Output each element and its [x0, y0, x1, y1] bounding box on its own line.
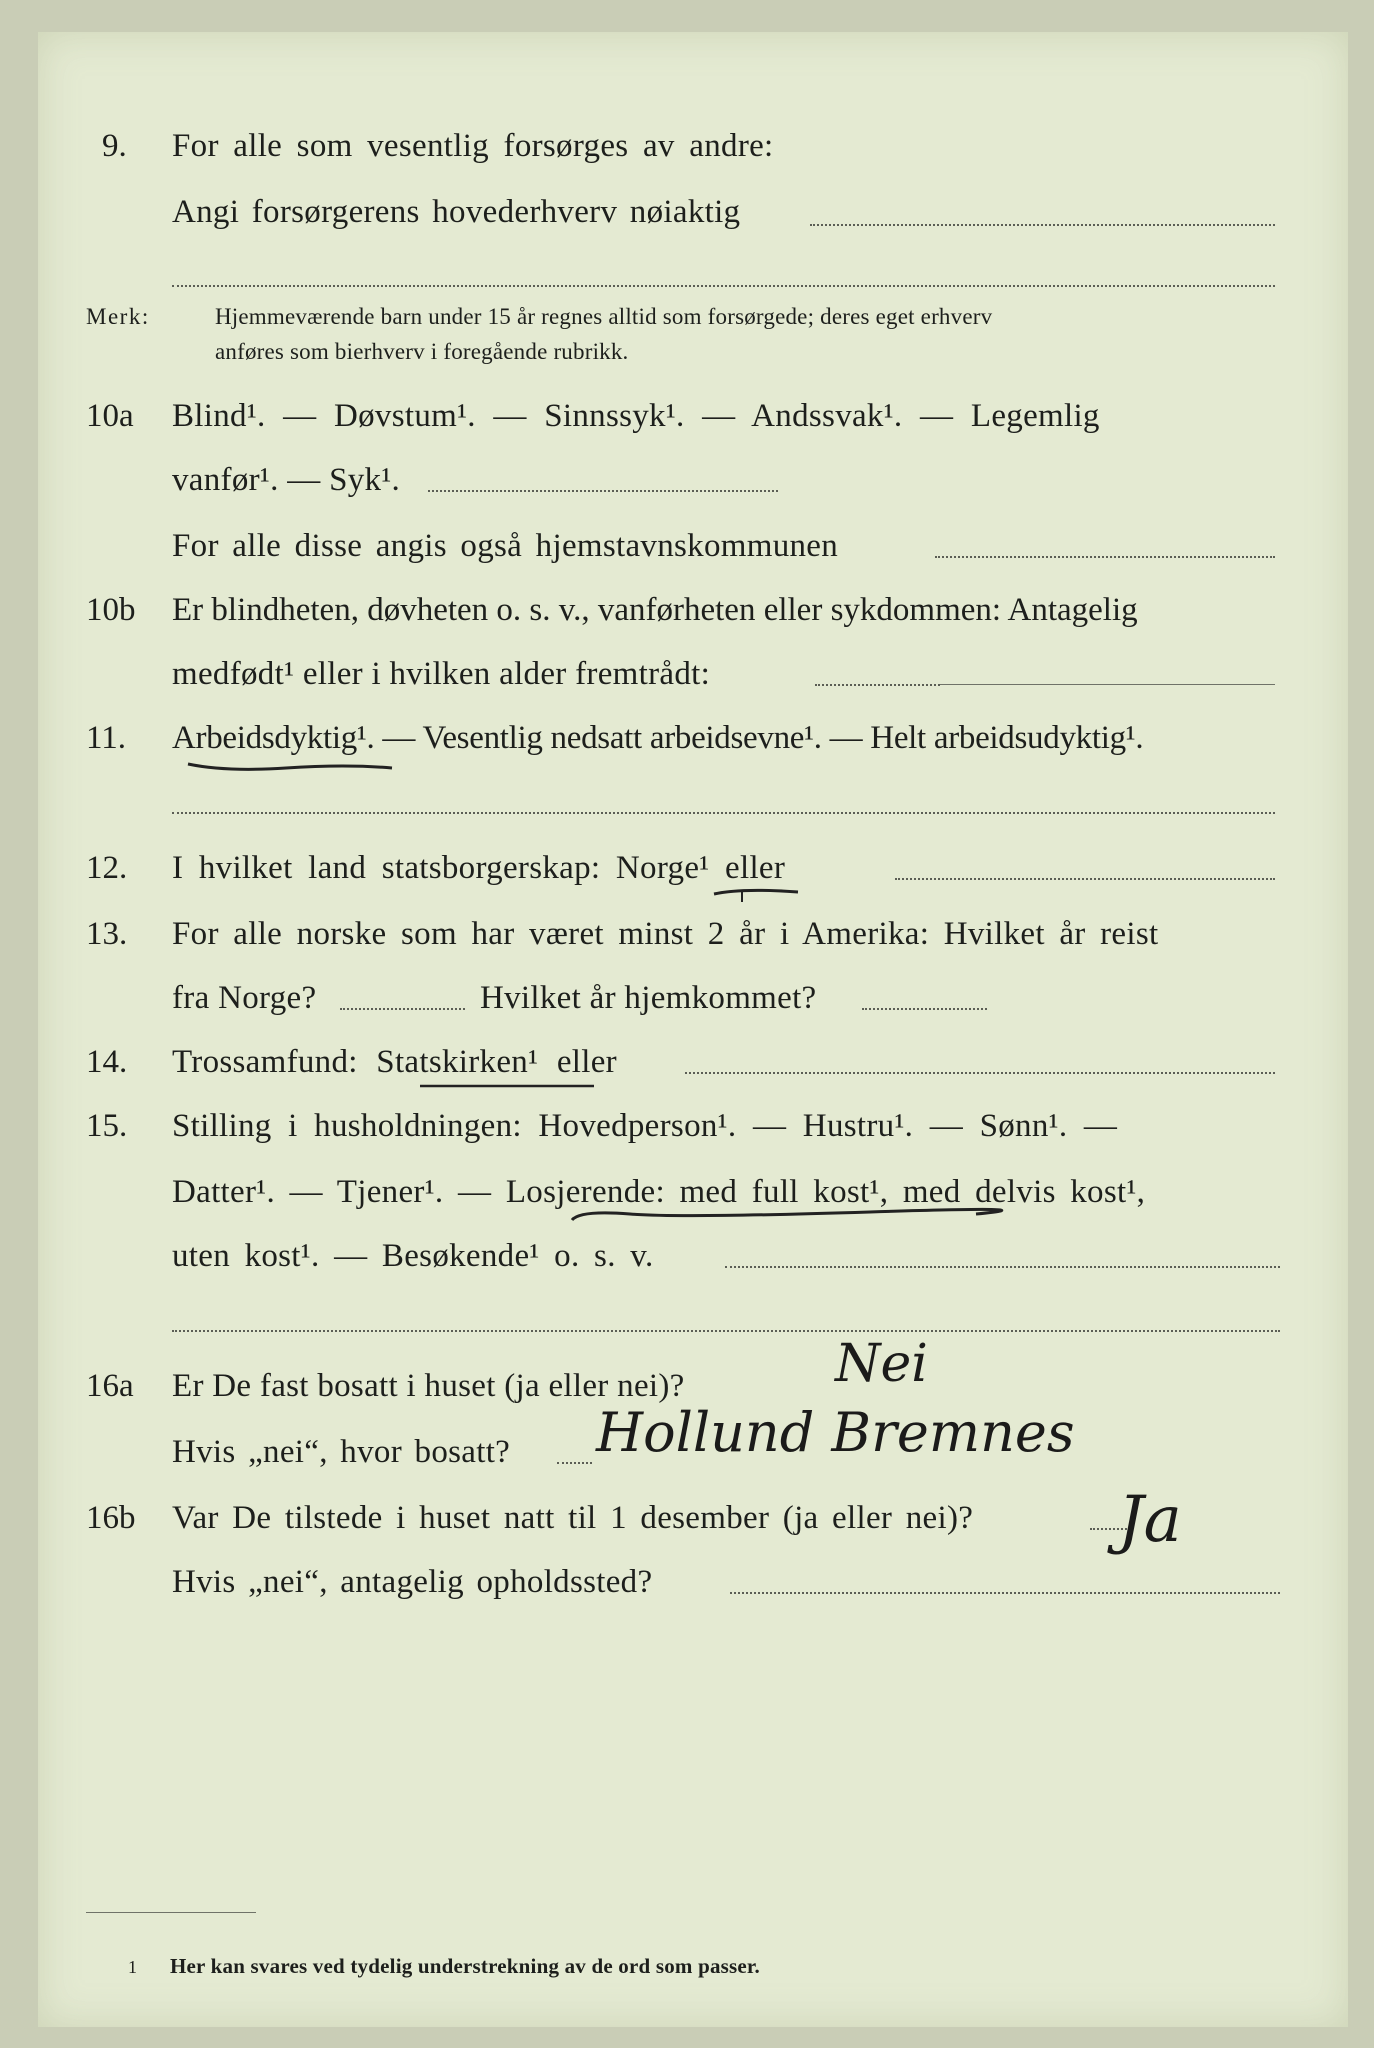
- footnote-rule: [86, 1912, 256, 1913]
- q16b-number: 16b: [86, 1500, 136, 1536]
- q10a-answer-line: [428, 490, 778, 492]
- q16b-line2: Hvis „nei“, antagelig opholdssted?: [172, 1564, 653, 1600]
- q12-underline-norge: [712, 886, 802, 906]
- q11-number: 11.: [86, 720, 127, 756]
- q15-number: 15.: [86, 1108, 128, 1144]
- q16b-opholdssted-line: [730, 1592, 1280, 1594]
- q13-line1: For alle norske som har været minst 2 år i Amerika: Hvilket år reist: [172, 916, 1159, 952]
- q13-line2b: Hvilket år hjemkommet?: [480, 980, 817, 1016]
- q15-answer-line-2: [172, 1330, 1280, 1332]
- q14-underline-statskirken: [418, 1080, 598, 1094]
- q16a-answer-bosatt: Hollund Bremnes: [596, 1401, 1075, 1464]
- q11-underline-arbeidsdyktig: [186, 758, 396, 778]
- q16b-line1: Var De tilstede i huset natt til 1 desember (ja eller nei)?: [172, 1500, 974, 1536]
- census-form-page: [38, 32, 1348, 2027]
- footnote-mark: 1: [128, 1957, 138, 1977]
- q10b-answer-rule: [940, 684, 1275, 685]
- q10a-number: 10a: [86, 398, 134, 434]
- q14-number: 14.: [86, 1044, 128, 1080]
- q13-line2a: fra Norge?: [172, 980, 317, 1016]
- q12-number: 12.: [86, 850, 128, 886]
- q16b-answer-ja: Ja: [1118, 1483, 1182, 1557]
- q10b-number: 10b: [86, 592, 136, 628]
- merk-line1: Hjemmeværende barn under 15 år regnes alltid som forsørgede; deres eget erhverv: [215, 304, 993, 329]
- q10b-answer-line: [815, 684, 940, 686]
- q11-line1: Arbeidsdyktig¹. — Vesentlig nedsatt arbeidsevne¹. — Helt arbeidsudyktig¹.: [172, 720, 1144, 756]
- q11-answer-line: [172, 812, 1275, 814]
- merk-label: Merk:: [86, 304, 150, 329]
- q10b-line1: Er blindheten, døvheten o. s. v., vanførheten eller sykdommen: Antagelig: [172, 592, 1138, 628]
- q13-reist-line: [340, 1008, 465, 1010]
- merk-line2: anføres som bierhverv i foregående rubrikk.: [215, 339, 629, 364]
- q12-answer-line: [895, 878, 1275, 880]
- q13-number: 13.: [86, 916, 128, 952]
- q9-number: 9.: [102, 128, 127, 164]
- q16a-line2: Hvis „nei“, hvor bosatt?: [172, 1434, 511, 1470]
- q14-line1: Trossamfund: Statskirken¹ eller: [172, 1044, 617, 1080]
- q10b-line2: medfødt¹ eller i hvilken alder fremtrådt:: [172, 656, 711, 692]
- q16a-answer-nei: Nei: [835, 1334, 928, 1394]
- q9-answer-line-2: [172, 285, 1275, 287]
- q15-line1: Stilling i husholdningen: Hovedperson¹. — Hustru¹. — Sønn¹. —: [172, 1108, 1118, 1144]
- q10a-line2: vanfør¹. — Syk¹.: [172, 462, 401, 498]
- q9-answer-line: [810, 224, 1275, 226]
- q9-line2: Angi forsørgerens hovederhverv nøiaktig: [172, 194, 741, 230]
- q15-answer-line: [725, 1266, 1280, 1268]
- q14-answer-line: [685, 1072, 1275, 1074]
- q10a-line1: Blind¹. — Døvstum¹. — Sinnssyk¹. — Andssvak¹. — Legemlig: [172, 398, 1100, 434]
- q13-hjemkommet-line: [862, 1008, 987, 1010]
- q16a-bosatt-line: [557, 1462, 592, 1464]
- q10a-home-line: [935, 556, 1275, 558]
- q16a-line1: Er De fast bosatt i huset (ja eller nei)?: [172, 1368, 685, 1404]
- q10a-line3: For alle disse angis også hjemstavnskommunen: [172, 528, 839, 564]
- q15-line3: uten kost¹. — Besøkende¹ o. s. v.: [172, 1238, 654, 1274]
- q9-line1: For alle som vesentlig forsørges av andre:: [172, 128, 774, 164]
- q15-underline-losjerende: [570, 1206, 980, 1228]
- q12-line1: I hvilket land statsborgerskap: Norge¹ eller: [172, 850, 786, 886]
- footnote-text: Her kan svares ved tydelig understrekning av de ord som passer.: [170, 1954, 760, 1978]
- q16a-number: 16a: [86, 1368, 134, 1404]
- q15-line2: Datter¹. — Tjener¹. — Losjerende: med full kost¹, med delvis kost¹,: [172, 1174, 1146, 1210]
